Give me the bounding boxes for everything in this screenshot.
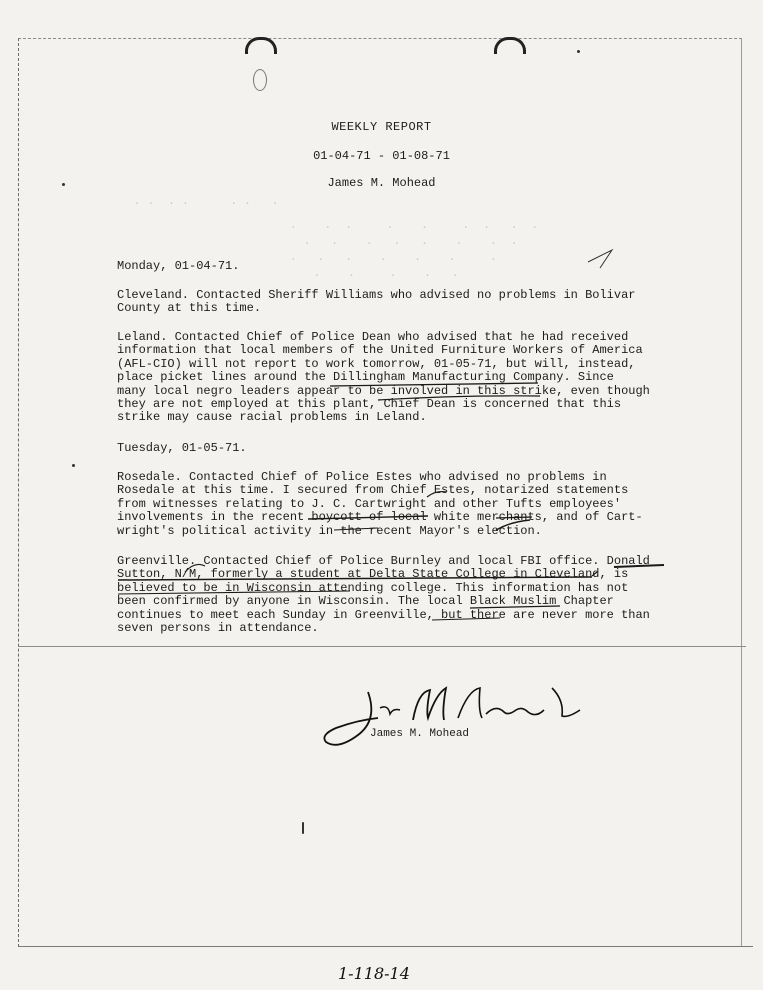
bottom-edge-line xyxy=(18,946,753,947)
paragraph-cleveland: Cleveland. Contacted Sheriff Williams who advised no problems in Bolivar County at this time. xyxy=(117,288,636,316)
punch-hole xyxy=(253,69,267,91)
speck xyxy=(577,50,580,53)
day-heading-tuesday: Tuesday, 01-05-71. xyxy=(117,441,247,455)
paragraph-leland: Leland. Contacted Chief of Police Dean who advised that he had received information that local members of the United Furniture Workers of America (AFL-CIO) will not report to work tomorrow, 01-05-71, but will, instead, place picket lines around the Dillingham Manufacturing Company. Since many local negro leaders appear to be involved in this strike, even though they are not employed at this plant, Chief Dean is concerned that this strike may cause racial problems in Leland. xyxy=(117,330,650,425)
speck xyxy=(72,464,75,467)
day-heading-monday: Monday, 01-04-71. xyxy=(117,259,240,273)
fold-line xyxy=(18,646,746,647)
bleed-through-text: . . . . . . . . . xyxy=(290,220,539,232)
handwritten-signature xyxy=(318,680,588,760)
speck xyxy=(302,822,304,834)
document-number: 1-118-14 xyxy=(338,964,410,983)
signer-typed-name: James M. Mohead xyxy=(370,728,470,740)
paragraph-rosedale: Rosedale. Contacted Chief of Police Estes who advised no problems in Rosedale at this time. I secured from Chief Estes, notarized statements from witnesses relating to J. C. Cartwright and other Tufts employees' involvements in the recent boycott of local white merchants, and of Cart- wright's political activity in the recent Mayor's election. xyxy=(117,470,643,538)
punch-mark-right xyxy=(494,37,526,54)
report-date-range: 01-04-71 - 01-08-71 xyxy=(313,149,450,163)
punch-mark-left xyxy=(245,37,277,54)
bleed-through-text: . . . . . xyxy=(300,268,459,280)
bleed-through-text: . . . . . . . xyxy=(120,196,279,208)
report-title: WEEKLY REPORT xyxy=(331,120,432,134)
report-author: James M. Mohead xyxy=(327,176,436,190)
paragraph-greenville: Greenville. Contacted Chief of Police Burnley and local FBI office. Donald Sutton, N/M, formerly a student at Delta State College in Cleveland, is believed to be in Wisconsin attending college. This information has not been confirmed by anyone in Wisconsin. The local Black Muslim Chapter continues to meet each Sunday in Greenville, but there are never more than seven persons in attendance. xyxy=(117,554,650,636)
bleed-through-text: . . . . . . . . xyxy=(290,236,518,248)
bleed-through-text: . . . . . . . xyxy=(290,252,498,264)
